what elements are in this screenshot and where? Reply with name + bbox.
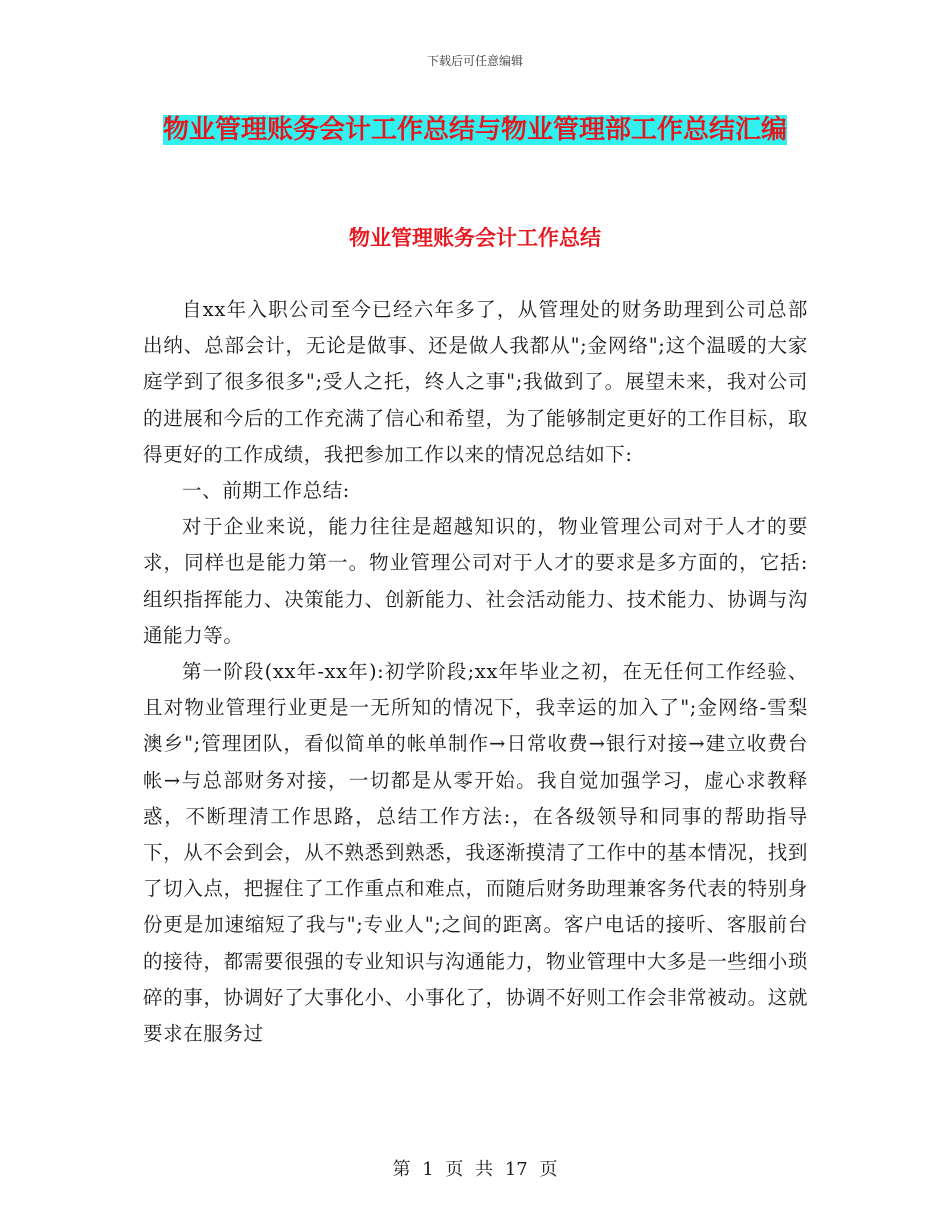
paragraph-ability: 对于企业来说，能力往往是超越知识的，物业管理公司对于人才的要求，同样也是能力第一。物业管理公司对于人才的要求是多方面的，它括:组织指挥能力、决策能力、创新能力、社会活动能力、技术能力、协调与沟通能力等。 [143,515,808,647]
document-title-text: 物业管理账务会计工作总结与物业管理部工作总结汇编 [162,115,787,145]
section-title: 物业管理账务会计工作总结 [349,226,601,250]
paragraph-intro: 自xx年入职公司至今已经六年多了，从管理处的财务助理到公司总部出纳、总部会计，无论是做事、还是做人我都从";金网络";这个温暖的大家庭学到了很多很多";受人之托，终人之事";我做到了。展望未来，我对公司的进展和今后的工作充满了信心和希望，为了能够制定更好的工作目标，取得更好的工作成绩，我把参加工作以来的情况总结如下: [143,298,808,466]
header-note: 下载后可任意编辑 [426,54,523,68]
document-body [143,292,808,1052]
paragraph-stage-1: 第一阶段(xx年-xx年):初学阶段;xx年毕业之初，在无任何工作经验、且对物业管理行业更是一无所知的情况下，我幸运的加入了";金网络-雪梨澳乡";管理团队，看似简单的帐单制作→日常收费→银行对接→建立收费台帐→与总部财务对接，一切都是从零开始。我自觉加强学习，虚心求教释惑，不断理清工作思路，总结工作方法:，在各级领导和同事的帮助指导下，从不会到会，从不熟悉到熟悉，我逐渐摸清了工作中的基本情况，找到了切入点，把握住了工作重点和难点，而随后财务助理兼客务代表的特别身份更是加速缩短了我与";专业人";之间的距离。客户电话的接听、客服前台的接待，都需要很强的专业知识与沟通能力，物业管理中大多是一些细小琐碎的事，协调好了大事化小、小事化了，协调不好则工作会非常被动。这就要求在服务过 [143,660,808,1046]
paragraph-heading-1: 一、前期工作总结: [182,479,350,503]
document-title [140,108,810,152]
page-footer: 第 1 页 共 17 页 [392,1159,558,1180]
